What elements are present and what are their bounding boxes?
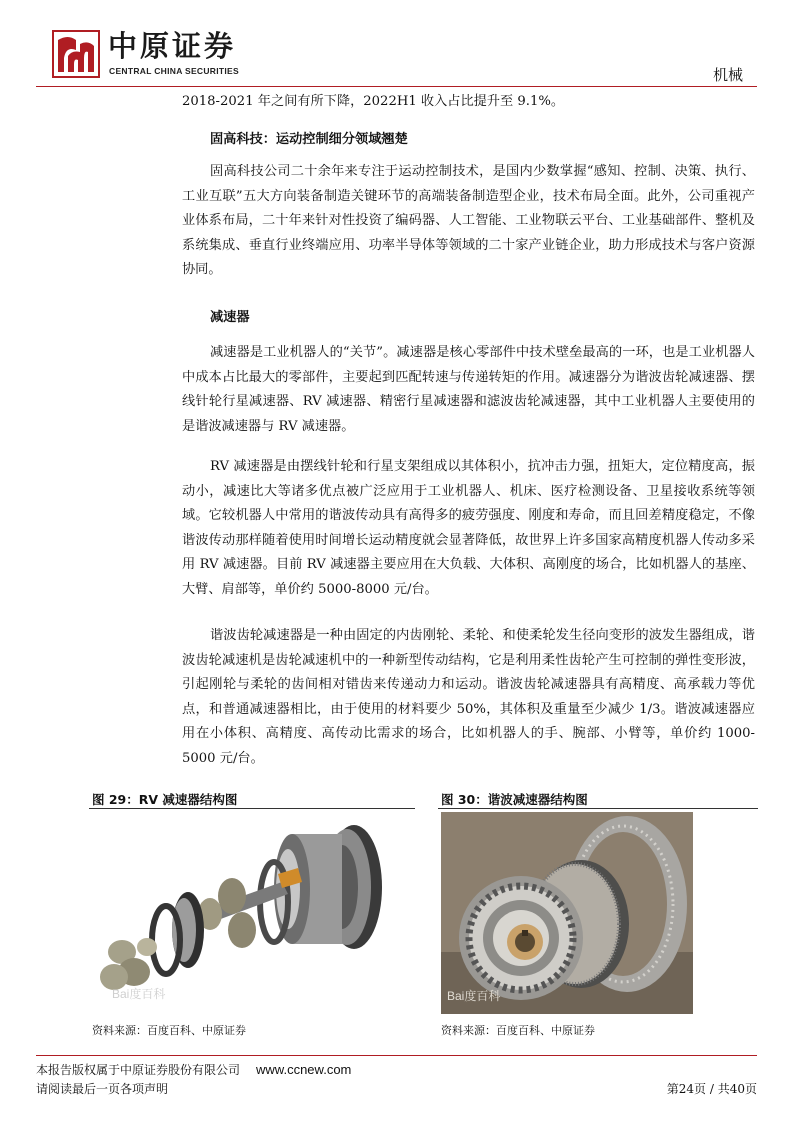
figure-30-title: 图 30：谐波减速器结构图: [441, 792, 588, 807]
footer-copyright: 本报告版权属于中原证券股份有限公司: [36, 1063, 241, 1077]
intro-paragraph: 2018-2021 年之间有所下降，2022H1 收入占比提升至 9.1%。: [182, 94, 565, 109]
figure-29-source: 资料来源：百度百科、中原证券: [92, 1024, 246, 1037]
figure-29-rule: [89, 808, 415, 809]
rv-reducer-image: [92, 812, 414, 1012]
paragraph-gugao: 固高科技公司二十余年来专注于运动控制技术，是国内少数掌握“感知、控制、决策、执行、工业互联”五大方向装备制造关键环节的高端装备制造型企业，技术布局全面。此外，公司重视产业体系布局，二十年来针对性投资了编码器、人工智能、工业物联云平台、工业基础部件、整机及系统集成、垂直行业终端应用、功率半导体等领域的二十家产业链企业，助力形成技术与客户资源协同。: [182, 164, 755, 278]
harmonic-reducer-image: [441, 812, 693, 1014]
paragraph-reducer-3: 谐波齿轮减速器是一种由固定的内齿刚轮、柔轮、和使柔轮发生径向变形的波发生器组成，谐波齿轮减速机是齿轮减速机中的一种新型传动结构，它是利用柔性齿轮产生可控制的弹性变形波，引起刚轮与柔轮的齿间相对错齿来传递动力和运动。谐波齿轮减速器具有高精度、高承载力等优点，和普通减速器相比，由于使用的材料要少 50%，其体积及重量至少减少 1/3。谐波减速器应用在小体积、高精度、高传动比需求的场合，比如机器人的手、腕部、小臂等，单价约 1000-5000 元/台。: [182, 628, 755, 766]
heading-gugao: 固高科技：运动控制细分领域翘楚: [210, 132, 408, 147]
paragraph-reducer-1: 减速器是工业机器人的“关节”。减速器是核心零部件中技术壁垒最高的一环，也是工业机器人中成本占比最大的零部件，主要起到匹配转速与传递转矩的作用。减速器分为谐波齿轮减速器、摆线针轮行星减速器、RV 减速器、精密行星减速器和滤波齿轮减速器，其中工业机器人主要使用的是谐波减速器与 RV 减速器。: [182, 345, 755, 434]
footer-rule: [36, 1055, 757, 1056]
figure-30-source: 资料来源：百度百科、中原证券: [441, 1024, 595, 1037]
header-rule: [36, 86, 757, 87]
brand-name-cn: 中原证券: [108, 29, 237, 63]
footer-disclaimer: 请阅读最后一页各项声明: [36, 1082, 169, 1096]
figure-29-watermark: Bai度百科: [112, 987, 166, 1001]
section-label: 机械: [712, 66, 743, 84]
brand-name-en: CENTRAL CHINA SECURITIES: [109, 66, 239, 76]
heading-reducer: 减速器: [210, 310, 250, 325]
footer-page-number: 第24页 / 共40页: [666, 1082, 757, 1096]
footer-copyright-line: [36, 1061, 351, 1078]
paragraph-reducer-2: RV 减速器是由摆线针轮和行星支架组成以其体积小，抗冲击力强，扭矩大，定位精度高，振动小，减速比大等诸多优点被广泛应用于工业机器人、机床、医疗检测设备、卫星接收系统等领域。它较机器人中常用的谐波传动具有高得多的疲劳强度、刚度和寿命，而且回差精度稳定，不像谐波传动那样随着使用时间增长运动精度就会显著降低，故世界上许多国家高精度机器人传动多采用 RV 减速器。目前 RV 减速器主要应用在大负载、大体积、高刚度的场合，比如机器人的基座、大臂、肩部等，单价约 5000-8000 元/台。: [182, 459, 755, 597]
footer-url-link[interactable]: www.ccnew.com: [256, 1062, 352, 1077]
company-logo-icon: [52, 30, 100, 78]
figure-30-watermark: Bai度百科: [447, 989, 501, 1003]
figure-29-title: 图 29：RV 减速器结构图: [92, 792, 238, 807]
figure-30-rule: [438, 808, 758, 809]
